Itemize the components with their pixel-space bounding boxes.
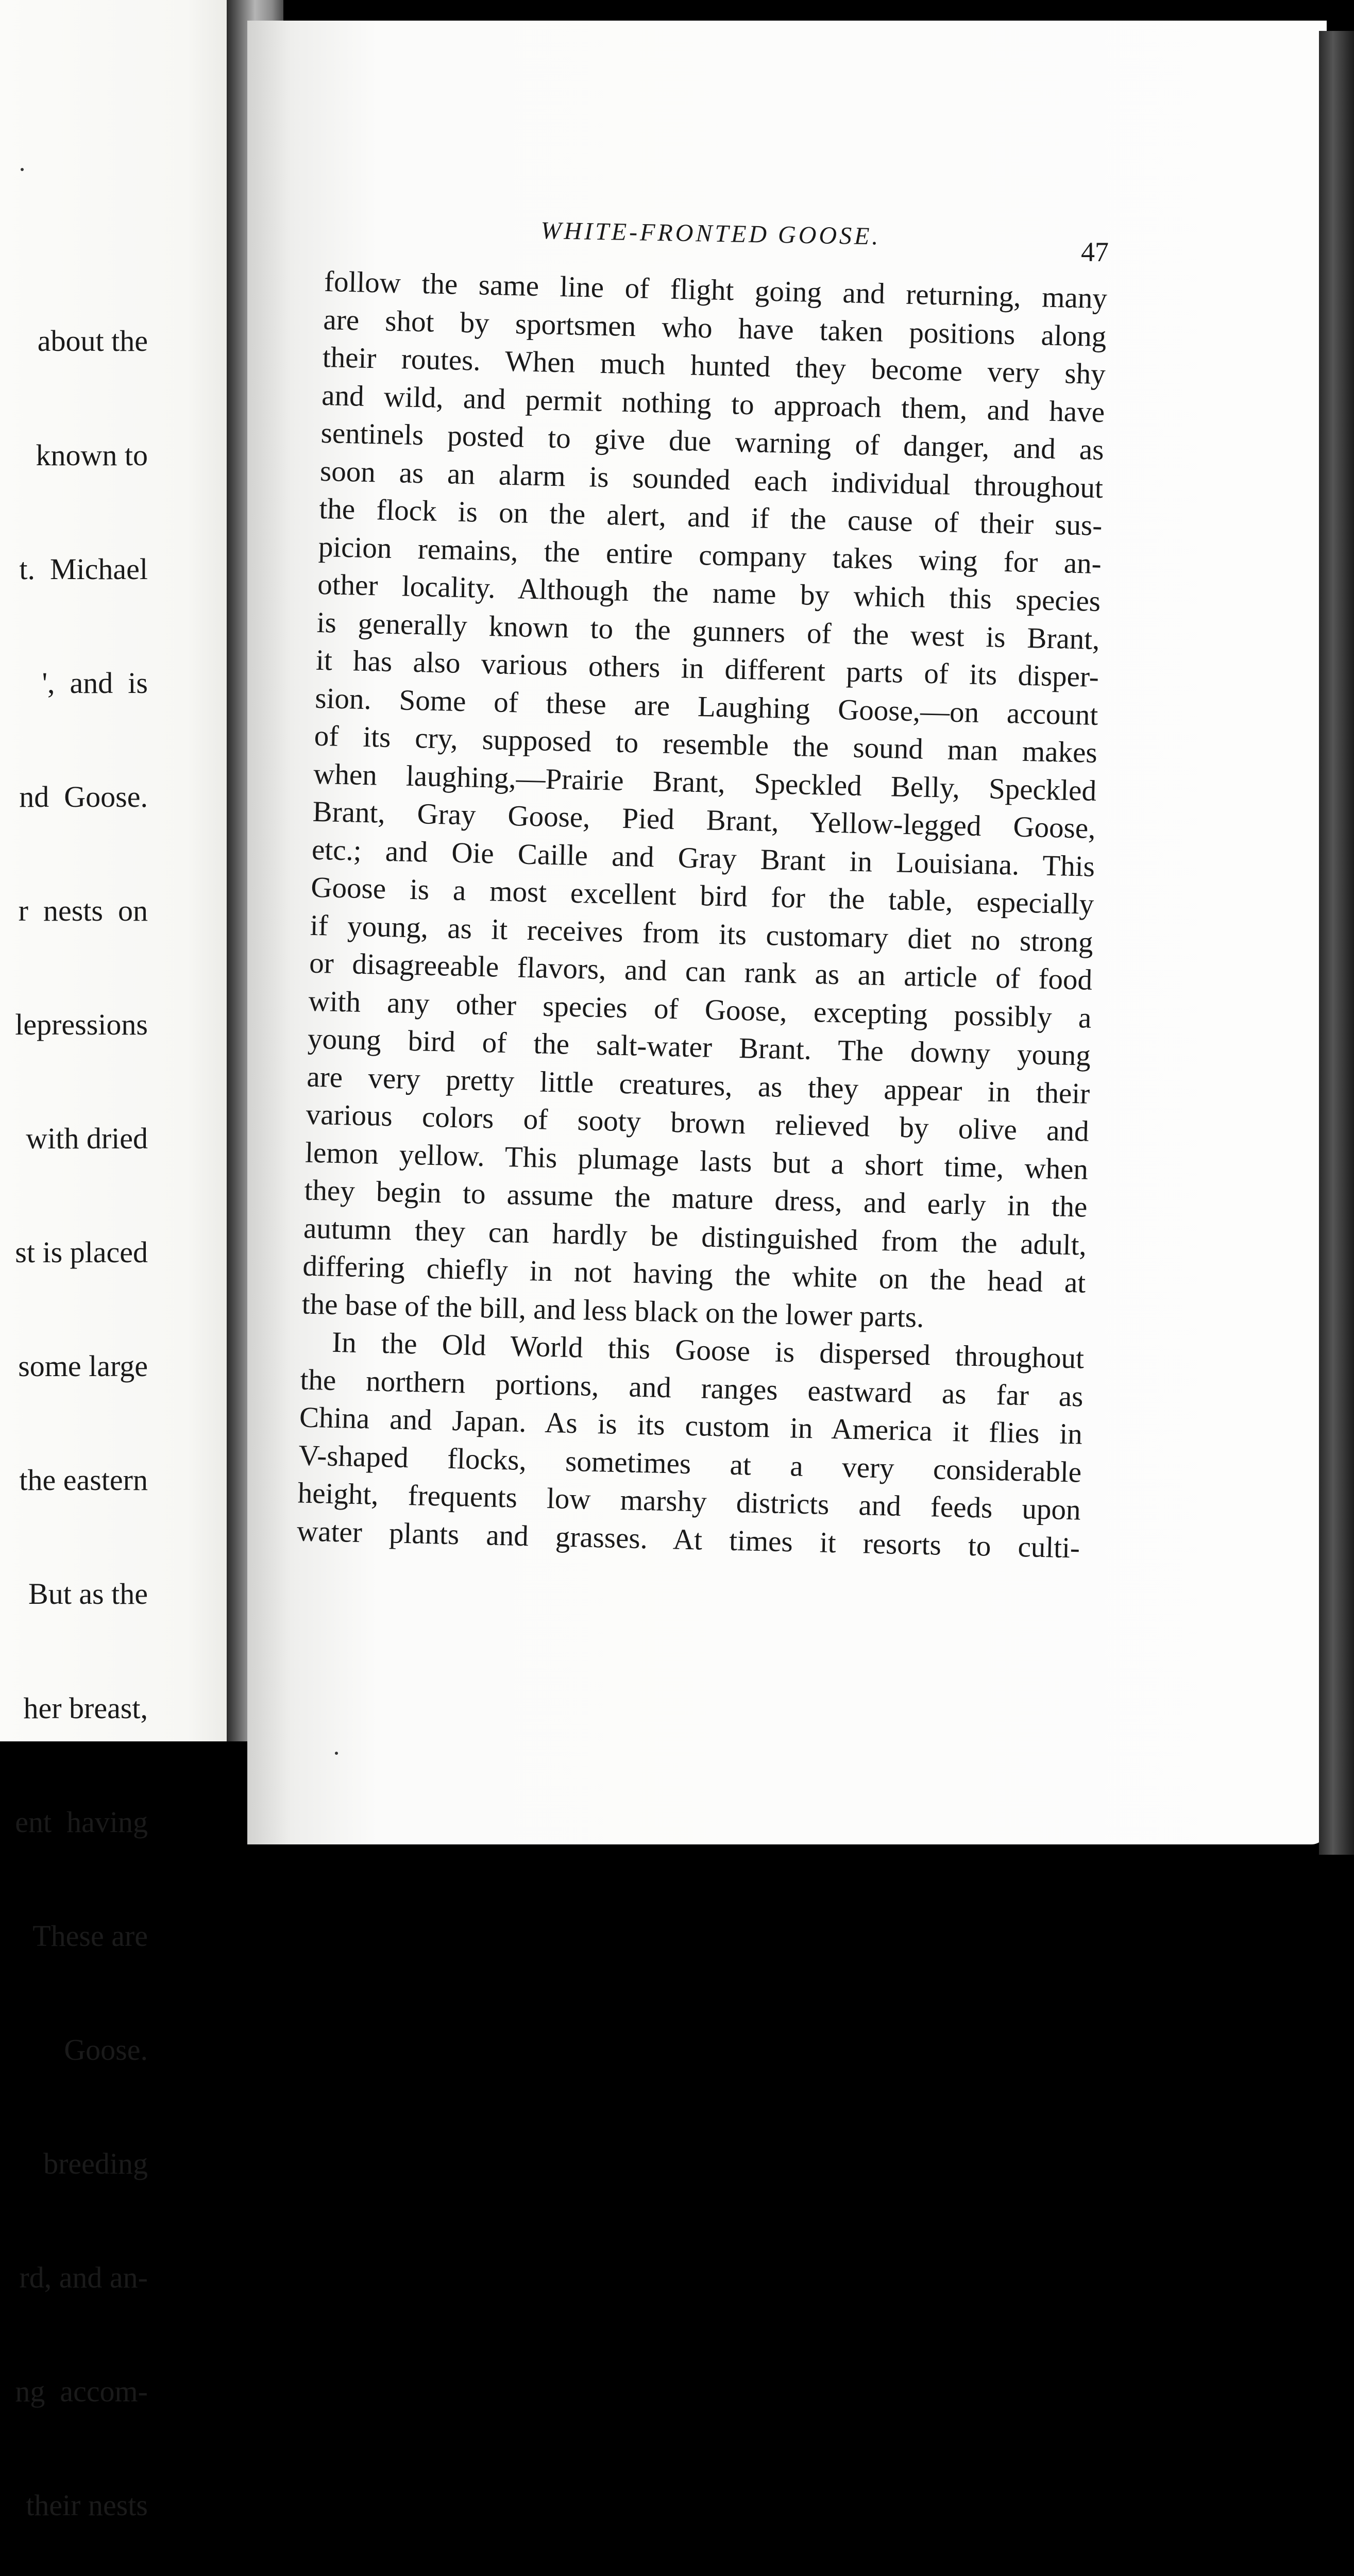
left-line: lepressions: [15, 1007, 148, 1041]
text-line: with any other species of Goose, excepting possibly a: [308, 985, 1092, 1035]
text-line: is generally known to the gunners of the west is Brant,: [316, 606, 1101, 656]
left-line: known to: [36, 438, 148, 472]
ink-speck: [21, 168, 24, 171]
text-line: sion. Some of these are Laughing Goose,—on account: [314, 682, 1098, 732]
text-line: In the Old World this Goose is dispersed throughout: [331, 1326, 1085, 1375]
text-line: they begin to assume the mature dress, and early in the: [304, 1174, 1088, 1224]
left-page-text: [11, 246, 148, 2576]
text-line: the flock is on the alert, and if the cause of their sus-: [318, 492, 1103, 543]
text-line: follow the same line of flight going and returning, many: [324, 265, 1108, 315]
left-line: her breast,: [23, 1691, 148, 1725]
text-line: sentinels posted to give due warning of danger, and as: [320, 416, 1105, 467]
left-line: t. Michael: [19, 552, 148, 586]
left-line: the eastern: [19, 1463, 148, 1497]
left-line: some large: [18, 1349, 148, 1383]
left-line: rd, and an-: [19, 2261, 148, 2294]
text-line: if young, as it receives from its customary diet no strong: [310, 909, 1094, 959]
left-line: about the: [37, 324, 148, 358]
left-line: ', and is: [42, 666, 148, 700]
text-line: water plants and grasses. At times it resorts to culti-: [296, 1514, 1080, 1565]
left-line: st is placed: [15, 1235, 148, 1269]
left-line: breeding: [43, 2146, 148, 2180]
text-line: China and Japan. As is its custom in America it flies in: [299, 1401, 1083, 1451]
text-line: etc.; and Oie Caille and Gray Brant in Louisiana. This: [311, 833, 1095, 883]
text-line: young bird of the salt-water Brant. The downy young: [307, 1022, 1091, 1072]
body-text: [296, 263, 1107, 1567]
left-line: their nests: [26, 2488, 148, 2522]
page-edge: [1319, 31, 1354, 1855]
ink-speck: [335, 1752, 338, 1755]
left-line: r nests on: [18, 893, 148, 927]
left-line: ent having: [15, 1805, 148, 1839]
left-line: These are: [32, 1919, 148, 1953]
text-line: other locality. Although the name by which this species: [317, 568, 1101, 618]
left-line: nd Goose.: [19, 779, 148, 814]
text-line: are shot by sportsmen who have taken positions along: [323, 303, 1107, 353]
text-line: autumn they can hardly be distinguished from the adult,: [303, 1212, 1087, 1262]
text-line: various colors of sooty brown relieved by olive and: [306, 1098, 1090, 1148]
text-line: and wild, and permit nothing to approach them, and have: [321, 379, 1105, 429]
text-line: it has also various others in different parts of its disper-: [315, 643, 1099, 693]
text-line: the northern portions, and ranges eastward as far as: [300, 1363, 1084, 1413]
text-line: their routes. When much hunted they become very shy: [322, 341, 1106, 391]
running-head: WHITE-FRONTED GOOSE.: [540, 216, 881, 250]
left-line: with dried: [26, 1122, 148, 1156]
text-line: when laughing,—Prairie Brant, Speckled Belly, Speckled: [313, 757, 1097, 807]
left-line: Goose.: [64, 2032, 148, 2066]
text-line: soon as an alarm is sounded each individual throughout: [319, 454, 1104, 504]
page-number: 47: [1081, 236, 1109, 267]
text-line: differing chiefly in not having the white on the head at: [302, 1249, 1086, 1299]
text-line: the base of the bill, and less black on the lower parts.: [301, 1287, 925, 1334]
text-line: of its cry, supposed to resemble the sound man makes: [314, 719, 1098, 769]
left-page: [0, 0, 234, 2522]
text-line: Brant, Gray Goose, Pied Brant, Yellow-legged Goose,: [312, 795, 1096, 845]
text-line: picion remains, the entire company takes wing for an-: [318, 530, 1102, 580]
left-line: ng accom-: [15, 2375, 148, 2409]
left-line: But as the: [28, 1577, 148, 1611]
text-line: height, frequents low marshy districts and feeds upon: [297, 1477, 1081, 1527]
text-line: lemon yellow. This plumage lasts but a short time, when: [304, 1136, 1089, 1186]
text-line: are very pretty little creatures, as they appear in their: [306, 1060, 1090, 1110]
text-line: Goose is a most excellent bird for the table, especially: [310, 871, 1094, 921]
text-line: V-shaped flocks, sometimes at a very considerable: [298, 1438, 1082, 1489]
text-line: or disagreeable flavors, and can rank as an article of food: [309, 946, 1093, 996]
